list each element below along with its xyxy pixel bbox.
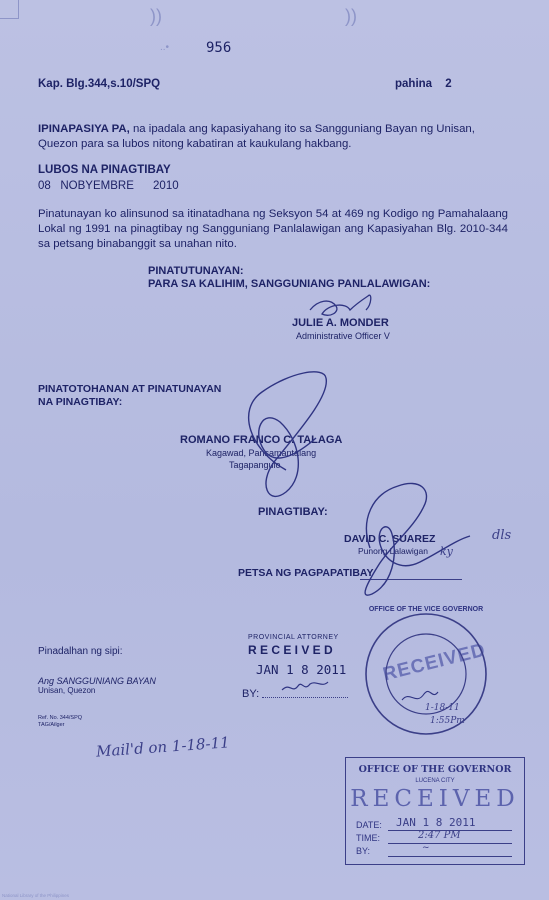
vice-gov-center: RECEIVED [380,639,488,686]
vice-gov-date-1: 1-18-11 [425,703,460,713]
binding-mark-left: )) [150,6,162,26]
prov-attorney-date: JAN 1 8 2011 [256,662,347,677]
resolution-ref: Kap. Blg.344,s.10/SPQ [38,78,161,90]
talaga-name: ROMANO FRANCO C. TALAGA [180,434,343,446]
governor-header: OFFICE OF THE GOVERNOR [358,764,512,775]
certified-heading-2: PARA SA KALIHIM, SANGGUNIANG PANLALAWIGAN: [148,278,431,290]
governor-time: 2:47 PM [418,830,461,841]
vice-gov-ring-outer [366,614,486,734]
mailed-note: Mail'd on 1-18-11 [95,733,231,761]
resolve-lead: IPINAPASIYA PA, [38,123,130,135]
resolve-text: na ipadala ang kapasiyahang ito sa Sangguniang Bayan ng Unisan, Quezon para sa lubos nitong kabatiran at kaukulang hakbang. [38,123,475,150]
attest-heading-2: NA PINAGTIBAY: [38,396,123,408]
governor-date: JAN 1 8 2011 [396,816,476,829]
certification-paragraph: Pinatunayan ko alinsunod sa itinatadhana ng Seksyon 54 at 469 ng Kodigo ng Pamahalaang Lokal ng 1991 na pinagtibay ng Sangguniang Panlalawigan ang Kapasiyahan Blg. 2010-344 sa petsang binabanggit sa unahan nito. [38,208,508,250]
recipient-1: Ang SANGGUNIANG BAYAN [38,676,156,686]
vice-gov-time: 1:55Pm [430,716,465,726]
approval-date-label: PETSA NG PAGPAPATIBAY [238,567,374,579]
governor-by-initial: ~ [422,843,430,853]
governor-by-label: BY: [356,846,371,856]
vice-gov-hw-mark [402,691,438,700]
governor-date-label: DATE: [356,820,382,830]
page-label-text: pahina [395,78,433,90]
monder-signature [310,295,371,315]
prov-attorney-received: R E C E I V E D [248,643,333,657]
page-number-top: 956 [206,40,232,56]
suarez-title: Punong Lalawigan [358,546,428,556]
ref-1: Ref. No. 344/SPQ [38,715,83,721]
footer-library-note: National Library of the Philippines [2,893,70,898]
governor-received: RECEIVED [350,786,520,812]
vice-gov-ring-inner [386,634,466,714]
approved-date: 08 NOBYEMBRE 2010 [38,180,179,192]
page-no: 2 [445,78,452,90]
suarez-initial: dls [492,528,512,543]
certified-heading-1: PINATUTUNAYAN: [148,265,244,277]
approved-heading: LUBOS NA PINAGTIBAY [38,164,171,176]
ref-2: TAG/Ailger [38,722,65,728]
scan-dots: ..• [160,42,170,53]
approved-label: PINAGTIBAY: [258,506,328,518]
governor-time-label: TIME: [356,833,380,843]
suarez-hw-mark: ky [440,545,453,558]
talaga-title-2: Tagapangulo [229,460,281,470]
attest-heading-1: PINATOTOHANAN AT PINATUNAYAN [38,383,222,395]
suarez-signature [365,483,470,595]
prov-attorney-by-initials [282,682,328,690]
recipient-2: Unisan, Quezon [38,686,96,695]
monder-title: Administrative Officer V [296,331,390,341]
prov-attorney-header: PROVINCIAL ATTORNEY [248,634,339,641]
prov-attorney-by-label: BY: [242,688,260,700]
vice-gov-ring-text: OFFICE OF THE VICE GOVERNOR [368,606,484,613]
binding-mark-right: )) [345,6,357,26]
monder-name: JULIE A. MONDER [292,317,389,329]
talaga-signature [249,372,327,497]
copy-label: Pinadalhan ng sipi: [38,646,123,657]
talaga-title-1: Kagawad, Pansamantalang [206,448,317,458]
governor-sub: LUCENA CITY [415,778,455,784]
suarez-name: DAVID C. SUAREZ [344,533,436,545]
